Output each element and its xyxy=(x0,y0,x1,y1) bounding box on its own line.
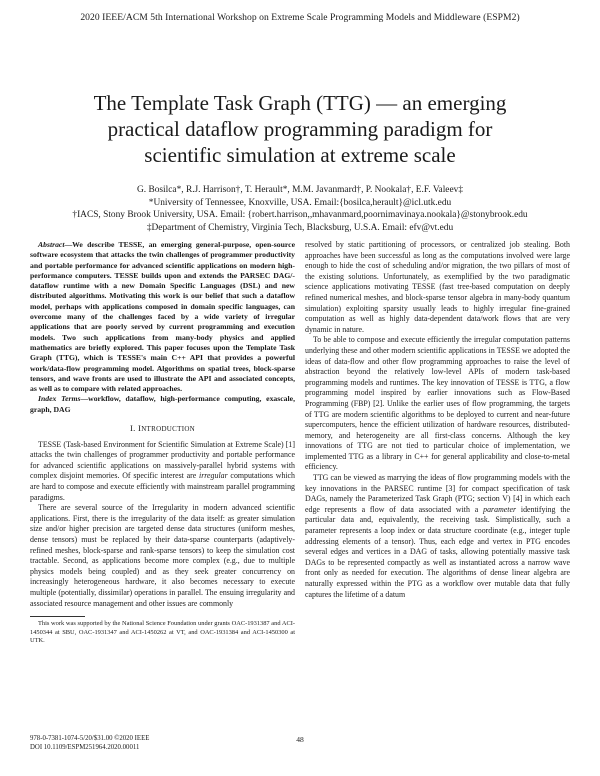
section-title-rest: NTRODUCTION xyxy=(141,425,196,434)
doi-line: DOI 10.1109/ESPM251964.2020.00011 xyxy=(30,743,140,751)
left-column xyxy=(30,240,295,645)
paragraph-text: TTG can be viewed as marrying the ideas of flow programming models with the key innovations in the PARSEC runtime [3] for compact specification of task DAGs, namely the Parameterized Task Graph (PTG; section V) [4] in which each edge represents a flow of data associated with a xyxy=(305,473,570,514)
affiliation: †IACS, Stony Brook University, USA. Email: {robert.harrison,,mhavanmard,poornimavinaya.nookala}@stonybrook.edu xyxy=(72,210,528,220)
paper-title xyxy=(40,90,560,168)
body-paragraph: resolved by static partitioning of processors, or centralized job stealing. Both approaches have been successful as long as the computations involved were large enough to hide the cost of scheduling and/or migration, the two pillars of most of the existing solutions. Unfortunately, as exemplified by the two paradigmatic science applications motivating TESSE (fast tree-based computation on deeply refined numerical meshes, and block-sparse tensor algebra in many-body quantum simulation) exploiting sparsity usually leads to highly irregular fine-grained computation as well as highly data-dependent data/work flows that are very dynamic in nature. xyxy=(305,240,570,334)
emphasis-text: irregular xyxy=(199,471,228,481)
funding-footnote: This work was supported by the National Science Foundation under grants OAC-1931387 and ACI-1450344 at SBU, OAC-1931347 and ACI-1450262 at VT, and OAC-1931384 and ACI-1450300 at UTK. xyxy=(30,620,295,644)
section-numeral: I. xyxy=(129,423,136,434)
footnote-rule xyxy=(30,616,85,617)
title-line: The Template Task Graph (TTG) — an emerging xyxy=(93,91,507,115)
title-line: practical dataflow programming paradigm for xyxy=(107,117,493,141)
author-names: G. Bosilca*, R.J. Harrison†, T. Herault*, M.M. Javanmard†, P. Nookala†, E.F. Valeev‡ xyxy=(136,185,464,195)
right-column xyxy=(305,240,570,600)
abstract-label: Abstract xyxy=(38,240,65,249)
abstract-text: —We describe TESSE, an emerging general-purpose, open-source software ecosystem that attacks the twin challenges of programmer productivity and portable performance for advanced scientific applications on modern high-performance computers. TESSE builds upon and extends the PARSEC DAG/-dataflow runtime with a new Domain Specific Languages (DSL) and new distributed algorithms. Motivating this work is our belief that such a dataflow model, perhaps with applications composed in domain specific languages, can overcome many of the challenges faced by a wide variety of irregular applications that are poorly served by current programming and execution models. Two such applications from many-body physics and applied mathematics are briefly explored. This paper focuses upon the Template Task Graph (TTG), which is TESSE's main C++ API that provides a powerful work/data-flow programming model. Algorithms on spatial trees, block-sparse tensors, and wave fronts are used to illustrate the API and associated concepts, as well as to compare with related approaches. xyxy=(30,240,295,394)
body-paragraph xyxy=(30,440,295,504)
emphasis-text: parameter xyxy=(483,504,517,514)
author-block xyxy=(20,184,580,234)
index-terms xyxy=(30,394,295,415)
title-line: scientific simulation at extreme scale xyxy=(144,143,456,167)
paragraph-text: computations which are hard to compose and execute efficiently with mainstream parallel programming paradigms. xyxy=(30,471,296,502)
section-first-letter: I xyxy=(138,423,142,434)
section-heading xyxy=(30,423,295,435)
page-number: 48 xyxy=(296,735,304,744)
body-paragraph: There are several source of the Irregularity in modern advanced scientific applications. First, there is the irregularity of the data itself: as greater simulation size and/or higher precision are targeted dense data structures (uniform meshes, dense tensors) must be replaced by their data-sparse counterparts (adaptively-refined meshes, block-sparse and rank-sparse tensors) to keep the simulation cost tractable. Second, as applications become more complex (e.g., due to multiple physics models being coupled) and as they seek greater concurrency on increasingly heterogeneous hardware, it also becomes necessary to execute multiple (potentially, dissimilar) operations in parallel. The ensuing irregularity and associated resource management and other issues are commonly xyxy=(30,503,295,608)
body-paragraph: To be able to compose and execute efficiently the irregular computation patterns underlying these and other modern scientific applications in TESSE we adopted the ideas of data-flow and other flow programming approaches to raise the level of abstraction beyond the relatively low-level APIs of modern task-based programming models and runtimes. The key innovation of TESSE is TTG, a flow programming model inspired by earlier innovations such as Flow-Based Programming (FBP) [2]. Unlike the earlier uses of flow programming, the targets of TTG are modern scientific algorithms to be deployed to current and near-future supercomputers, hence the efficient utilization of hardware resources, distributed-memory, and heterogeneity are all first-class concerns. Although the key innovations of TTG are not tied to particular choice of implementation, we implemented TTG as a library in C++ for general applicability and close-to-metal efficiency. xyxy=(305,335,570,472)
affiliation: ‡Department of Chemistry, Virginia Tech, Blacksburg, U.S.A. Email: efv@vt.edu xyxy=(146,222,454,233)
index-terms-label: Index Terms xyxy=(38,394,81,404)
running-header: 2020 IEEE/ACM 5th International Workshop on Extreme Scale Programming Models and Middleware (ESPM2) xyxy=(80,12,520,23)
paragraph-text: TESSE (Task-based Environment for Scientific Simulation at Extreme Scale) [1] attacks the twin challenges of programmer productivity and portable performance for advanced scientific applications on massively-parallel hybrid systems with complex disjoint memories. Of specific interest are xyxy=(30,439,295,481)
isbn-line: 978-0-7381-1074-5/20/$31.00 ©2020 IEEE xyxy=(30,735,150,742)
abstract xyxy=(30,240,295,394)
paragraph-text: identifying the particular data and, equivalently, the receiving task. Simplistically, such a parameter represents a loop index or data structure coordinate (e.g., integer tuple addressing elements of a tensor). Thus, each edge and vertex in PTG encodes several edges and vertices in a DAG of tasks, allowing potentially massive task DAGs to be represented compactly as well as instantiated across a narrow wave front only as needed for execution. The algorithms of dense linear algebra are naturally expressed within the PTG as a workflow over mutable data that fully captures the lifetime of a datum xyxy=(305,504,570,599)
body-paragraph xyxy=(305,473,570,600)
affiliation: *University of Tennessee, Knoxville, USA. Email:{bosilca,herault}@icl.utk.edu xyxy=(148,197,452,208)
index-terms-text: —workflow, dataflow, high-performance computing, exascale, graph, DAG xyxy=(30,394,295,414)
